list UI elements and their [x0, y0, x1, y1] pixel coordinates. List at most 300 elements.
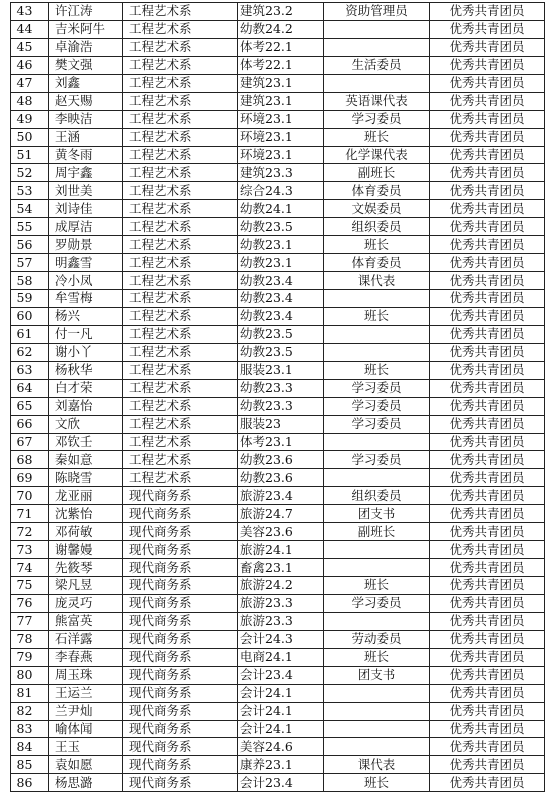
class-name-cell: 体考22.1: [238, 56, 324, 74]
honor-title-cell: 优秀共青团员: [430, 541, 545, 559]
student-name-cell: 谢馨嫚: [49, 541, 123, 559]
department-cell: 现代商务系: [123, 774, 238, 792]
student-name-cell: 喻体闻: [49, 720, 123, 738]
class-position-cell: 课代表: [324, 756, 430, 774]
department-cell: 现代商务系: [123, 523, 238, 541]
department-cell: 工程艺术系: [123, 74, 238, 92]
student-name-cell: 王运兰: [49, 684, 123, 702]
table-row: [11, 612, 545, 630]
honor-title-cell: 优秀共青团员: [430, 666, 545, 684]
row-number-cell: 45: [11, 38, 49, 56]
table-row: [11, 415, 545, 433]
table-row: [11, 397, 545, 415]
honor-title-cell: 优秀共青团员: [430, 379, 545, 397]
table-row: [11, 56, 545, 74]
class-name-cell: 会计24.3: [238, 630, 324, 648]
table-row: [11, 74, 545, 92]
class-position-cell: 文娱委员: [324, 200, 430, 218]
class-name-cell: 建筑23.2: [238, 3, 324, 21]
student-name-cell: 李春燕: [49, 648, 123, 666]
student-name-cell: 卓渝浩: [49, 38, 123, 56]
student-name-cell: 刘世美: [49, 182, 123, 200]
row-number-cell: 83: [11, 720, 49, 738]
department-cell: 工程艺术系: [123, 200, 238, 218]
student-name-cell: 邓钦壬: [49, 433, 123, 451]
class-name-cell: 服装23.1: [238, 361, 324, 379]
class-position-cell: 班长: [324, 648, 430, 666]
class-name-cell: 建筑23.1: [238, 92, 324, 110]
class-position-cell: [324, 325, 430, 343]
class-position-cell: [324, 702, 430, 720]
class-name-cell: 幼教24.1: [238, 200, 324, 218]
student-name-cell: 石洋露: [49, 630, 123, 648]
honor-roll-rows: [11, 3, 545, 792]
department-cell: 现代商务系: [123, 594, 238, 612]
class-name-cell: 幼教23.5: [238, 218, 324, 236]
honor-title-cell: 优秀共青团员: [430, 110, 545, 128]
student-name-cell: 罗勋景: [49, 236, 123, 254]
class-name-cell: 旅游23.4: [238, 487, 324, 505]
student-name-cell: 沈紫怡: [49, 505, 123, 523]
class-name-cell: 幼教23.3: [238, 379, 324, 397]
student-name-cell: 明鑫雪: [49, 254, 123, 272]
student-name-cell: 杨兴: [49, 307, 123, 325]
row-number-cell: 78: [11, 630, 49, 648]
honor-roll-table: [10, 2, 545, 792]
class-name-cell: 康养23.1: [238, 756, 324, 774]
class-position-cell: [324, 684, 430, 702]
student-name-cell: 吉米阿牛: [49, 20, 123, 38]
row-number-cell: 84: [11, 738, 49, 756]
class-position-cell: 组织委员: [324, 218, 430, 236]
row-number-cell: 70: [11, 487, 49, 505]
class-position-cell: 化学课代表: [324, 146, 430, 164]
class-name-cell: 会计24.1: [238, 702, 324, 720]
department-cell: 现代商务系: [123, 738, 238, 756]
class-name-cell: 电商24.1: [238, 648, 324, 666]
class-name-cell: 幼教23.4: [238, 307, 324, 325]
class-position-cell: 学习委员: [324, 397, 430, 415]
department-cell: 工程艺术系: [123, 469, 238, 487]
table-row: [11, 182, 545, 200]
class-position-cell: 学习委员: [324, 594, 430, 612]
department-cell: 现代商务系: [123, 720, 238, 738]
table-row: [11, 451, 545, 469]
class-name-cell: 幼教23.5: [238, 343, 324, 361]
department-cell: 现代商务系: [123, 756, 238, 774]
table-row: [11, 559, 545, 577]
department-cell: 现代商务系: [123, 577, 238, 595]
student-name-cell: 周玉珠: [49, 666, 123, 684]
class-name-cell: 畜禽23.1: [238, 559, 324, 577]
class-name-cell: 旅游24.2: [238, 577, 324, 595]
student-name-cell: 冷小凤: [49, 272, 123, 290]
table-row: [11, 630, 545, 648]
student-name-cell: 杨秋华: [49, 361, 123, 379]
table-row: [11, 756, 545, 774]
table-row: [11, 236, 545, 254]
honor-title-cell: 优秀共青团员: [430, 164, 545, 182]
honor-title-cell: 优秀共青团员: [430, 630, 545, 648]
class-name-cell: 建筑23.1: [238, 74, 324, 92]
honor-title-cell: 优秀共青团员: [430, 433, 545, 451]
department-cell: 现代商务系: [123, 559, 238, 577]
row-number-cell: 44: [11, 20, 49, 38]
class-name-cell: 体考23.1: [238, 433, 324, 451]
table-row: [11, 272, 545, 290]
honor-title-cell: 优秀共青团员: [430, 577, 545, 595]
department-cell: 工程艺术系: [123, 182, 238, 200]
table-row: [11, 594, 545, 612]
row-number-cell: 80: [11, 666, 49, 684]
student-name-cell: 成厚洁: [49, 218, 123, 236]
class-name-cell: 幼教23.4: [238, 272, 324, 290]
department-cell: 工程艺术系: [123, 397, 238, 415]
class-name-cell: 美容24.6: [238, 738, 324, 756]
honor-title-cell: 优秀共青团员: [430, 218, 545, 236]
class-position-cell: 资助管理员: [324, 3, 430, 21]
row-number-cell: 50: [11, 128, 49, 146]
honor-title-cell: 优秀共青团员: [430, 559, 545, 577]
class-name-cell: 旅游23.3: [238, 612, 324, 630]
row-number-cell: 53: [11, 182, 49, 200]
honor-title-cell: 优秀共青团员: [430, 505, 545, 523]
honor-title-cell: 优秀共青团员: [430, 38, 545, 56]
student-name-cell: 周宇鑫: [49, 164, 123, 182]
honor-title-cell: 优秀共青团员: [430, 325, 545, 343]
student-name-cell: 许江涛: [49, 3, 123, 21]
table-row: [11, 92, 545, 110]
department-cell: 现代商务系: [123, 630, 238, 648]
class-name-cell: 会计24.1: [238, 720, 324, 738]
row-number-cell: 76: [11, 594, 49, 612]
class-name-cell: 建筑23.3: [238, 164, 324, 182]
table-row: [11, 505, 545, 523]
row-number-cell: 58: [11, 272, 49, 290]
class-position-cell: 副班长: [324, 164, 430, 182]
row-number-cell: 48: [11, 92, 49, 110]
class-position-cell: 班长: [324, 307, 430, 325]
department-cell: 工程艺术系: [123, 343, 238, 361]
row-number-cell: 57: [11, 254, 49, 272]
student-name-cell: 赵天赐: [49, 92, 123, 110]
honor-title-cell: 优秀共青团员: [430, 307, 545, 325]
honor-title-cell: 优秀共青团员: [430, 720, 545, 738]
department-cell: 工程艺术系: [123, 20, 238, 38]
honor-title-cell: 优秀共青团员: [430, 20, 545, 38]
department-cell: 现代商务系: [123, 648, 238, 666]
class-name-cell: 综合24.3: [238, 182, 324, 200]
table-row: [11, 469, 545, 487]
class-position-cell: [324, 74, 430, 92]
student-name-cell: 杨思潞: [49, 774, 123, 792]
row-number-cell: 65: [11, 397, 49, 415]
department-cell: 现代商务系: [123, 612, 238, 630]
table-row: [11, 684, 545, 702]
table-row: [11, 307, 545, 325]
table-row: [11, 254, 545, 272]
class-name-cell: 会计24.1: [238, 684, 324, 702]
class-position-cell: 学习委员: [324, 415, 430, 433]
row-number-cell: 52: [11, 164, 49, 182]
table-row: [11, 200, 545, 218]
honor-title-cell: 优秀共青团员: [430, 684, 545, 702]
row-number-cell: 63: [11, 361, 49, 379]
table-row: [11, 487, 545, 505]
row-number-cell: 68: [11, 451, 49, 469]
row-number-cell: 61: [11, 325, 49, 343]
student-name-cell: 白才荣: [49, 379, 123, 397]
row-number-cell: 85: [11, 756, 49, 774]
row-number-cell: 55: [11, 218, 49, 236]
honor-title-cell: 优秀共青团员: [430, 343, 545, 361]
row-number-cell: 62: [11, 343, 49, 361]
class-position-cell: 课代表: [324, 272, 430, 290]
honor-title-cell: 优秀共青团员: [430, 361, 545, 379]
row-number-cell: 59: [11, 290, 49, 308]
table-row: [11, 702, 545, 720]
department-cell: 工程艺术系: [123, 290, 238, 308]
department-cell: 工程艺术系: [123, 128, 238, 146]
class-name-cell: 幼教23.5: [238, 325, 324, 343]
student-name-cell: 樊文强: [49, 56, 123, 74]
department-cell: 现代商务系: [123, 702, 238, 720]
student-name-cell: 王涵: [49, 128, 123, 146]
row-number-cell: 79: [11, 648, 49, 666]
table-row: [11, 577, 545, 595]
class-position-cell: [324, 290, 430, 308]
student-name-cell: 刘嘉怡: [49, 397, 123, 415]
table-row: [11, 218, 545, 236]
table-row: [11, 433, 545, 451]
row-number-cell: 77: [11, 612, 49, 630]
table-row: [11, 523, 545, 541]
class-position-cell: [324, 20, 430, 38]
table-row: [11, 774, 545, 792]
class-position-cell: 组织委员: [324, 487, 430, 505]
class-position-cell: [324, 433, 430, 451]
honor-title-cell: 优秀共青团员: [430, 272, 545, 290]
table-row: [11, 128, 545, 146]
student-name-cell: 先筱琴: [49, 559, 123, 577]
department-cell: 工程艺术系: [123, 307, 238, 325]
honor-title-cell: 优秀共青团员: [430, 92, 545, 110]
row-number-cell: 66: [11, 415, 49, 433]
department-cell: 工程艺术系: [123, 92, 238, 110]
department-cell: 工程艺术系: [123, 56, 238, 74]
honor-title-cell: 优秀共青团员: [430, 774, 545, 792]
row-number-cell: 86: [11, 774, 49, 792]
row-number-cell: 75: [11, 577, 49, 595]
class-position-cell: 副班长: [324, 523, 430, 541]
row-number-cell: 67: [11, 433, 49, 451]
department-cell: 工程艺术系: [123, 164, 238, 182]
row-number-cell: 46: [11, 56, 49, 74]
student-name-cell: 李映洁: [49, 110, 123, 128]
student-name-cell: 庞灵巧: [49, 594, 123, 612]
class-name-cell: 会计23.4: [238, 666, 324, 684]
student-name-cell: 付一凡: [49, 325, 123, 343]
table-row: [11, 38, 545, 56]
row-number-cell: 60: [11, 307, 49, 325]
table-row: [11, 720, 545, 738]
department-cell: 工程艺术系: [123, 146, 238, 164]
honor-title-cell: 优秀共青团员: [430, 74, 545, 92]
student-name-cell: 袁如愿: [49, 756, 123, 774]
honor-title-cell: 优秀共青团员: [430, 523, 545, 541]
department-cell: 工程艺术系: [123, 110, 238, 128]
class-position-cell: 学习委员: [324, 379, 430, 397]
student-name-cell: 梁凡昱: [49, 577, 123, 595]
class-position-cell: 团支书: [324, 666, 430, 684]
class-name-cell: 旅游23.3: [238, 594, 324, 612]
class-position-cell: 班长: [324, 577, 430, 595]
department-cell: 现代商务系: [123, 541, 238, 559]
class-name-cell: 幼教23.4: [238, 290, 324, 308]
class-position-cell: [324, 343, 430, 361]
student-name-cell: 刘鑫: [49, 74, 123, 92]
honor-title-cell: 优秀共青团员: [430, 451, 545, 469]
honor-title-cell: 优秀共青团员: [430, 648, 545, 666]
class-position-cell: 体育委员: [324, 182, 430, 200]
class-position-cell: [324, 720, 430, 738]
honor-title-cell: 优秀共青团员: [430, 738, 545, 756]
department-cell: 工程艺术系: [123, 433, 238, 451]
row-number-cell: 47: [11, 74, 49, 92]
class-position-cell: 劳动委员: [324, 630, 430, 648]
student-name-cell: 刘诗佳: [49, 200, 123, 218]
row-number-cell: 51: [11, 146, 49, 164]
class-name-cell: 旅游24.7: [238, 505, 324, 523]
class-position-cell: 团支书: [324, 505, 430, 523]
row-number-cell: 54: [11, 200, 49, 218]
table-row: [11, 379, 545, 397]
student-name-cell: 熊富英: [49, 612, 123, 630]
class-position-cell: 班长: [324, 128, 430, 146]
department-cell: 现代商务系: [123, 487, 238, 505]
student-name-cell: 秦如意: [49, 451, 123, 469]
department-cell: 现代商务系: [123, 666, 238, 684]
class-position-cell: [324, 612, 430, 630]
class-name-cell: 会计23.4: [238, 774, 324, 792]
honor-title-cell: 优秀共青团员: [430, 236, 545, 254]
class-name-cell: 幼教23.1: [238, 236, 324, 254]
student-name-cell: 兰尹灿: [49, 702, 123, 720]
department-cell: 现代商务系: [123, 505, 238, 523]
row-number-cell: 81: [11, 684, 49, 702]
class-position-cell: 班长: [324, 236, 430, 254]
student-name-cell: 文欣: [49, 415, 123, 433]
class-name-cell: 体考22.1: [238, 38, 324, 56]
department-cell: 工程艺术系: [123, 218, 238, 236]
table-row: [11, 738, 545, 756]
table-row: [11, 648, 545, 666]
table-row: [11, 290, 545, 308]
department-cell: 工程艺术系: [123, 325, 238, 343]
student-name-cell: 邓荷敏: [49, 523, 123, 541]
department-cell: 工程艺术系: [123, 415, 238, 433]
row-number-cell: 71: [11, 505, 49, 523]
class-name-cell: 环境23.1: [238, 110, 324, 128]
class-name-cell: 服装23: [238, 415, 324, 433]
department-cell: 工程艺术系: [123, 361, 238, 379]
honor-title-cell: 优秀共青团员: [430, 254, 545, 272]
class-position-cell: [324, 469, 430, 487]
class-position-cell: 班长: [324, 361, 430, 379]
class-position-cell: [324, 541, 430, 559]
class-position-cell: [324, 559, 430, 577]
class-name-cell: 环境23.1: [238, 128, 324, 146]
honor-title-cell: 优秀共青团员: [430, 594, 545, 612]
honor-roll-sheet: [10, 2, 544, 792]
student-name-cell: 龙亚丽: [49, 487, 123, 505]
honor-title-cell: 优秀共青团员: [430, 3, 545, 21]
student-name-cell: 牟雪梅: [49, 290, 123, 308]
row-number-cell: 82: [11, 702, 49, 720]
table-row: [11, 541, 545, 559]
table-row: [11, 110, 545, 128]
table-row: [11, 325, 545, 343]
class-position-cell: 生活委员: [324, 56, 430, 74]
class-position-cell: 体育委员: [324, 254, 430, 272]
department-cell: 工程艺术系: [123, 451, 238, 469]
table-row: [11, 666, 545, 684]
honor-title-cell: 优秀共青团员: [430, 128, 545, 146]
class-position-cell: [324, 38, 430, 56]
class-position-cell: 学习委员: [324, 451, 430, 469]
table-row: [11, 343, 545, 361]
row-number-cell: 64: [11, 379, 49, 397]
honor-title-cell: 优秀共青团员: [430, 756, 545, 774]
department-cell: 工程艺术系: [123, 254, 238, 272]
student-name-cell: 黄冬雨: [49, 146, 123, 164]
honor-title-cell: 优秀共青团员: [430, 290, 545, 308]
class-position-cell: [324, 738, 430, 756]
honor-title-cell: 优秀共青团员: [430, 487, 545, 505]
student-name-cell: 陈晓雪: [49, 469, 123, 487]
class-name-cell: 幼教23.1: [238, 254, 324, 272]
table-row: [11, 164, 545, 182]
student-name-cell: 王玉: [49, 738, 123, 756]
department-cell: 工程艺术系: [123, 236, 238, 254]
row-number-cell: 56: [11, 236, 49, 254]
row-number-cell: 49: [11, 110, 49, 128]
department-cell: 现代商务系: [123, 684, 238, 702]
class-name-cell: 环境23.1: [238, 146, 324, 164]
department-cell: 工程艺术系: [123, 3, 238, 21]
honor-title-cell: 优秀共青团员: [430, 612, 545, 630]
class-name-cell: 幼教24.2: [238, 20, 324, 38]
table-row: [11, 20, 545, 38]
table-row: [11, 361, 545, 379]
table-row: [11, 146, 545, 164]
class-name-cell: 美容23.6: [238, 523, 324, 541]
class-name-cell: 幼教23.3: [238, 397, 324, 415]
row-number-cell: 43: [11, 3, 49, 21]
honor-title-cell: 优秀共青团员: [430, 56, 545, 74]
class-position-cell: 学习委员: [324, 110, 430, 128]
row-number-cell: 72: [11, 523, 49, 541]
table-row: [11, 3, 545, 21]
department-cell: 工程艺术系: [123, 379, 238, 397]
class-name-cell: 旅游24.1: [238, 541, 324, 559]
student-name-cell: 谢小丫: [49, 343, 123, 361]
honor-title-cell: 优秀共青团员: [430, 146, 545, 164]
row-number-cell: 73: [11, 541, 49, 559]
honor-title-cell: 优秀共青团员: [430, 182, 545, 200]
department-cell: 工程艺术系: [123, 272, 238, 290]
class-name-cell: 幼教23.6: [238, 469, 324, 487]
